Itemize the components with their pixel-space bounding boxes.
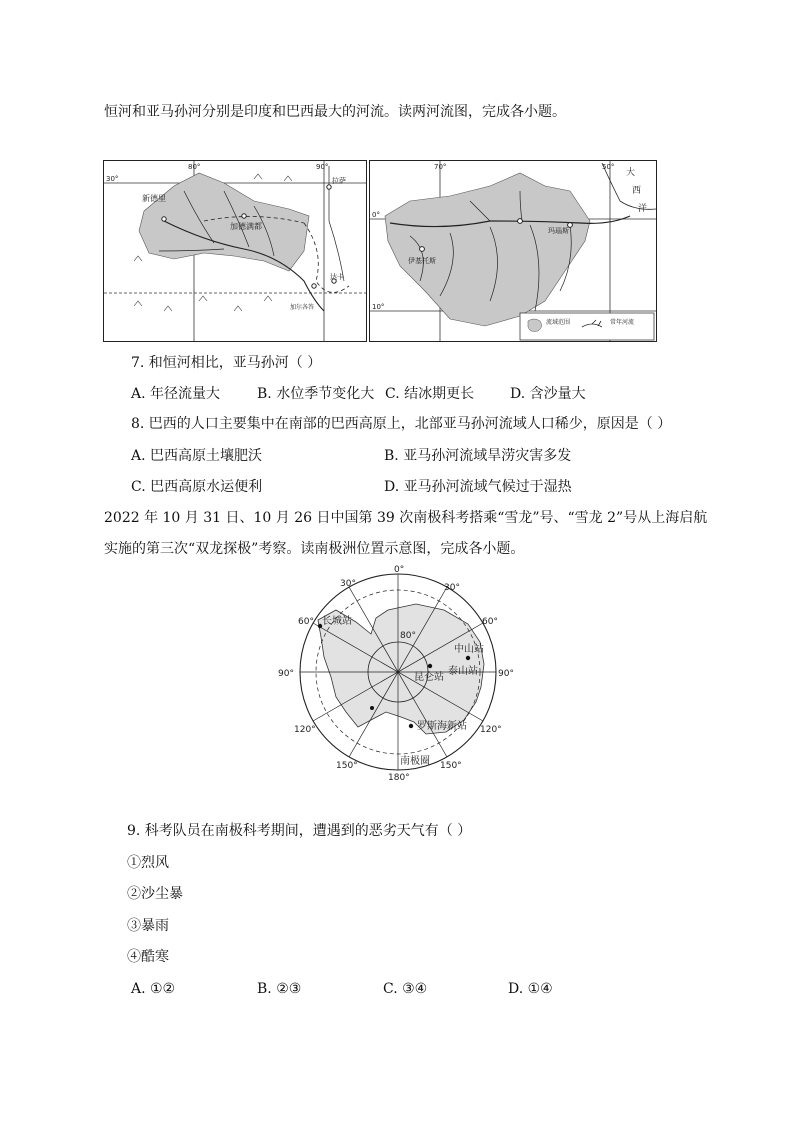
q7-option-a[interactable]: A. 年径流量大 xyxy=(131,386,221,402)
q9-option-c[interactable]: C. ③④ xyxy=(383,981,428,997)
q7-option-d[interactable]: D. 含沙量大 xyxy=(510,386,586,402)
label-lat30: 30° xyxy=(106,175,119,183)
deg-90-left: 90° xyxy=(278,669,294,679)
q9-option-a[interactable]: A. ①② xyxy=(131,981,176,997)
q9-stem: 9. 科考队员在南极科考期间，遭遇到的恶劣天气有（ ） xyxy=(127,823,472,839)
city-dhaka: 达卡 xyxy=(330,273,344,281)
intro-text-antarctic-2: 实施的第三次“双龙探极”考察。读南极洲位置示意图，完成各小题。 xyxy=(104,541,525,557)
label-lon90: 90° xyxy=(316,163,329,171)
city-iquitos: 伊基托斯 xyxy=(408,257,436,265)
deg-120-right: 120° xyxy=(480,725,502,735)
label-lon50: 50° xyxy=(602,163,615,171)
legend-river-label: 常年河流 xyxy=(610,319,635,326)
q8-option-b[interactable]: B. 亚马孙河流域旱涝灾害多发 xyxy=(384,448,572,464)
amazon-map xyxy=(369,160,657,342)
q8-option-d[interactable]: D. 亚马孙河流域气候过于湿热 xyxy=(384,479,572,495)
ocean-char-2: 西 xyxy=(632,186,642,196)
q9-item-3: ③暴雨 xyxy=(127,918,169,934)
amazon-basin xyxy=(385,173,590,326)
deg-30-left: 30° xyxy=(340,579,356,589)
station-taishan: 泰山站 xyxy=(448,666,478,677)
deg-60-right: 60° xyxy=(482,617,498,627)
city-newdelhi: 新德里 xyxy=(142,194,166,203)
deg-30-right: 30° xyxy=(444,583,460,593)
antarctic-map xyxy=(276,562,520,782)
q9-option-d[interactable]: D. ①④ xyxy=(508,981,553,997)
deg-120-left: 120° xyxy=(294,725,316,735)
region-label: 加德满都 xyxy=(230,222,262,231)
deg-80: 80° xyxy=(400,631,416,641)
station-great-wall: 长城站 xyxy=(322,616,352,627)
city-lhasa: 拉萨 xyxy=(332,177,346,185)
ocean-char-3: 洋 xyxy=(638,204,648,214)
q9-item-1: ①烈风 xyxy=(127,855,169,871)
ocean-char-1: 大 xyxy=(626,168,636,178)
city-kolkata: 加尔各答 xyxy=(290,304,315,311)
q9-item-2: ②沙尘暴 xyxy=(127,886,183,902)
label-lon70: 70° xyxy=(434,163,447,171)
ganges-map xyxy=(103,160,367,342)
antarctic-circle-label: 南极圈 xyxy=(400,756,430,767)
ganges-basin xyxy=(139,173,309,271)
deg-0: 0° xyxy=(394,565,405,575)
label-lon80: 80° xyxy=(188,163,201,171)
station-kunlun: 昆仑站 xyxy=(414,672,444,683)
q7-option-c[interactable]: C. 结冰期更长 xyxy=(385,386,475,402)
q9-item-4: ④酷寒 xyxy=(127,949,169,965)
label-lat10: 10° xyxy=(372,303,385,311)
legend-basin-label: 流域范围 xyxy=(546,319,571,326)
intro-text-rivers: 恒河和亚马孙河分别是印度和巴西最大的河流。读两河流图，完成各小题。 xyxy=(104,104,566,120)
station-zhongshan: 中山站 xyxy=(454,644,484,655)
q9-option-b[interactable]: B. ②③ xyxy=(257,981,302,997)
amazon-legend xyxy=(520,313,654,340)
deg-90-right: 90° xyxy=(498,669,514,679)
label-lat0: 0° xyxy=(372,211,380,219)
deg-150-right: 150° xyxy=(440,761,462,771)
q7-stem: 7. 和恒河相比，亚马孙河（ ） xyxy=(131,355,322,371)
deg-60-left: 60° xyxy=(298,617,314,627)
deg-180: 180° xyxy=(388,773,410,782)
q7-option-b[interactable]: B. 水位季节变化大 xyxy=(257,386,375,402)
city-manaus: 玛瑙斯 xyxy=(548,227,569,235)
intro-text-antarctic-1: 2022 年 10 月 31 日、10 月 26 日中国第 39 次南极科考搭乘“雪龙”号、“雪龙 2”号从上海启航 xyxy=(104,510,708,526)
q8-option-a[interactable]: A. 巴西高原土壤肥沃 xyxy=(131,448,263,464)
station-ross: 罗斯海新站 xyxy=(417,721,467,732)
q8-stem: 8. 巴西的人口主要集中在南部的巴西高原上，北部亚马孙河流域人口稀少，原因是（ ） xyxy=(131,416,672,432)
q8-option-c[interactable]: C. 巴西高原水运便利 xyxy=(131,479,263,495)
deg-150-left: 150° xyxy=(336,761,358,771)
